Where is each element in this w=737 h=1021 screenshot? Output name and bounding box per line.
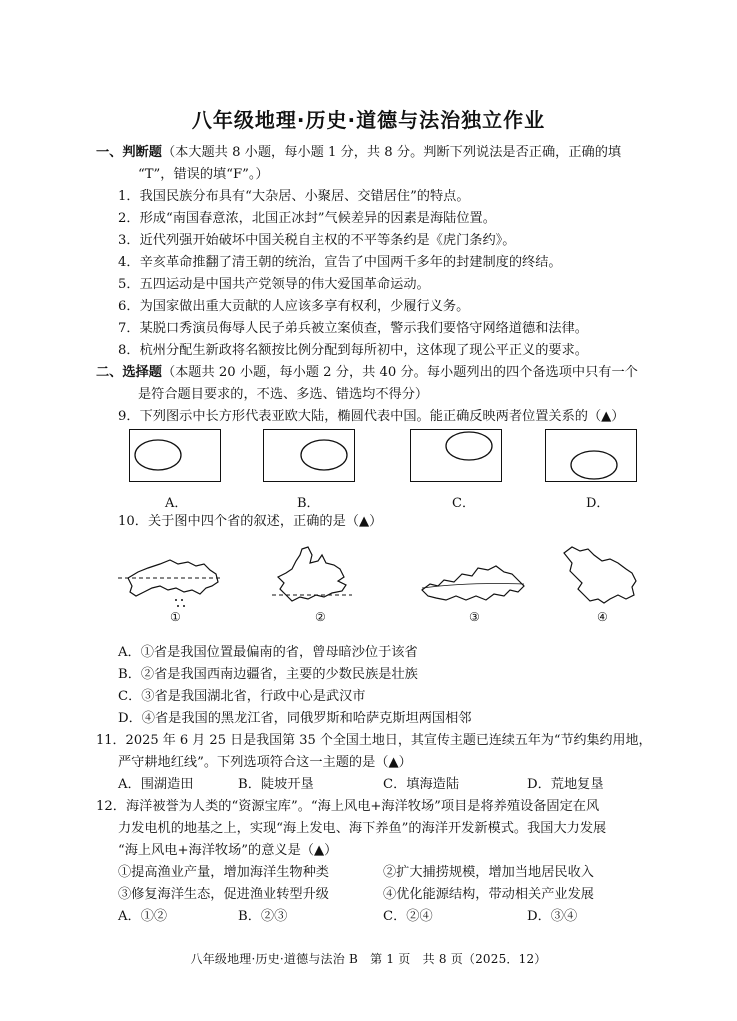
page-title: 八年级地理·历史·道德与法治独立作业 [191,108,546,132]
q9-diagram-c [410,429,502,482]
section1-intro [96,145,621,161]
china-ellipse [571,451,617,479]
q12-option-b: B．②③ [238,909,288,924]
q9-diagram-b [263,429,355,482]
province-map-1 [118,558,223,608]
q9-diagram-d [545,429,637,482]
q10-stem: 10．关于图中四个省的叙述，正确的是（▲） [118,514,383,529]
q9-label-d: D． [586,496,610,511]
q12-statement-3: ③修复海洋生态，促进渔业转型升级 [118,887,329,902]
q11-option-b: B．陡坡开垦 [238,777,314,792]
map-label-2: ② [315,610,326,624]
section2-desc-line2: 是符合题目要求的，不选、多选、错选均不得分） [138,387,429,402]
map-label-4: ④ [597,610,608,624]
judge-item-6: 6．为国家做出重大贡献的人应该多享有权利，少履行义务。 [118,299,470,314]
judge-item-1: 1．我国民族分布具有“大杂居、小聚居、交错居住”的特点。 [118,189,470,204]
judge-item-4: 4．辛亥革命推翻了清王朝的统治，宣告了中国两千多年的封建制度的终结。 [118,255,562,270]
section2-heading: 二、选择题 [96,365,162,380]
province-map-3 [418,562,528,608]
judge-item-7: 7．某脱口秀演员侮辱人民子弟兵被立案侦查，警示我们要恪守网络道德和法律。 [118,321,588,336]
china-ellipse [135,440,181,470]
q11-option-a: A．围湖造田 [118,777,194,792]
q9-diagram-a [129,429,221,482]
q9-stem: 9．下列图示中长方形代表亚欧大陆，椭圆代表中国。能正确反映两者位置关系的（▲） [118,409,625,424]
q10-option-a: A．①省是我国位置最偏南的省，曾母暗沙位于该省 [118,645,418,660]
q12-stem-line2: 力发电机的地基之上，实现“海上发电、海下养鱼”的海洋开发新模式。我国大力发展 [118,821,607,836]
q9-label-c: C． [452,496,475,511]
q12-option-a: A．①② [118,909,168,924]
judge-item-3: 3．近代列强开始破坏中国关税自主权的不平等条约是《虎门条约》。 [118,233,516,248]
q9-label-b: B． [297,496,320,511]
section1-desc-line2: “T”，错误的填“F”。） [138,167,269,182]
judge-item-5: 5．五四运动是中国共产党领导的伟大爱国革命运动。 [118,277,430,292]
section1-desc-line1: （本大题共 8 小题，每小题 1 分，共 8 分。判断下列说法是否正确，正确的填 [161,145,622,160]
q9-label-a: A． [165,496,188,511]
q12-statement-2: ②扩大捕捞规模，增加当地居民收入 [383,865,594,880]
judge-item-2: 2．形成“南国春意浓，北国正冰封”气候差异的因素是海陆位置。 [118,211,496,226]
china-ellipse [446,432,492,460]
map-label-1: ① [170,610,181,624]
china-ellipse [301,440,347,470]
province-map-2 [272,545,352,611]
province-map-4 [560,543,640,609]
map-label-3: ③ [469,610,480,624]
q12-stem-line3: “海上风电+海洋牧场”的意义是（▲） [118,843,338,858]
q10-option-b: B．②省是我国西南边疆省，主要的少数民族是壮族 [118,667,418,682]
judge-item-8: 8．杭州分配生新政将名额按比例分配到每所初中，这体现了现公平正义的要求。 [118,343,588,358]
q11-stem-line1: 11．2025 年 6 月 25 日是我国第 35 个全国土地日，其宣传主题已连续五年为“节约集约用地， [96,733,652,748]
page-footer: 八年级地理·历史·道德与法治 B 第 1 页 共 8 页（2025．12） [190,952,547,966]
q12-statement-4: ④优化能源结构，带动相关产业发展 [383,887,594,902]
section1-heading: 一、判断题 [96,145,162,160]
q10-option-c: C．③省是我国湖北省，行政中心是武汉市 [118,689,366,704]
section2-desc-line1: （本题共 20 小题，每小题 2 分，共 40 分。每小题列出的四个备选项中只有一个 [161,365,638,380]
q12-stem-line1: 12．海洋被誉为人类的“资源宝库”。“海上风电+海洋牧场”项目是将养殖设备固定在风 [96,799,600,814]
q10-option-d: D．④省是我国的黑龙江省，同俄罗斯和哈萨克斯坦两国相邻 [118,711,472,726]
q11-option-c: C．填海造陆 [383,777,460,792]
q11-option-d: D．荒地复垦 [527,777,604,792]
q12-option-d: D．③④ [527,909,578,924]
section2-intro [96,365,638,381]
q12-option-c: C．②④ [383,909,433,924]
q11-stem-line2: 严守耕地红线”。下列选项符合这一主题的是（▲） [118,755,412,770]
q12-statement-1: ①提高渔业产量，增加海洋生物种类 [118,865,329,880]
